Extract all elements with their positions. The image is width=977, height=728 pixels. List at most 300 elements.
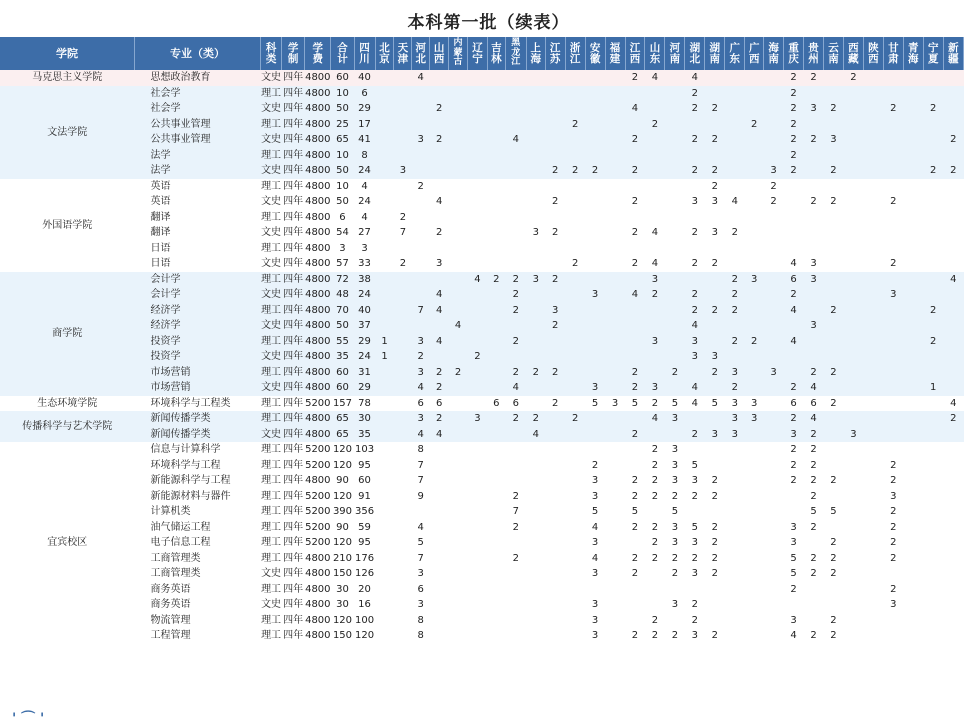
value-cell: 四年 [282, 380, 305, 396]
value-cell [764, 520, 784, 536]
value-cell: 2 [804, 70, 824, 86]
value-cell: 5 [784, 566, 804, 582]
value-cell [449, 380, 468, 396]
value-cell [863, 380, 883, 396]
value-cell [585, 582, 605, 598]
value-cell [764, 458, 784, 474]
value-cell: 四年 [282, 458, 305, 474]
value-cell [545, 334, 565, 350]
major-cell: 投资学 [134, 334, 260, 350]
value-cell [394, 272, 412, 288]
value-cell: 7 [412, 458, 430, 474]
value-cell: 理工 [261, 117, 282, 133]
value-cell [745, 194, 764, 210]
major-cell: 翻译 [134, 210, 260, 226]
value-cell [883, 349, 903, 365]
value-cell: 5200 [305, 535, 331, 551]
value-cell [863, 86, 883, 102]
value-cell [883, 225, 903, 241]
value-cell [545, 520, 565, 536]
value-cell [923, 520, 943, 536]
value-cell: 65 [331, 427, 354, 443]
value-cell: 四年 [282, 582, 305, 598]
value-cell [585, 427, 605, 443]
value-cell: 5 [784, 551, 804, 567]
value-cell [863, 225, 883, 241]
value-cell: 2 [585, 458, 605, 474]
value-cell: 2 [685, 163, 705, 179]
value-cell: 4800 [305, 427, 331, 443]
value-cell [565, 520, 585, 536]
value-cell [545, 349, 565, 365]
value-cell: 7 [412, 303, 430, 319]
value-cell [745, 613, 764, 629]
admission-plan-table [0, 37, 964, 644]
value-cell [467, 318, 487, 334]
value-cell [526, 520, 545, 536]
value-cell: 四年 [282, 225, 305, 241]
value-cell [625, 318, 645, 334]
value-cell: 3 [585, 597, 605, 613]
value-cell: 2 [645, 489, 665, 505]
value-cell: 5 [824, 504, 844, 520]
value-cell [745, 504, 764, 520]
value-cell [605, 411, 625, 427]
value-cell [843, 256, 863, 272]
value-cell [824, 318, 844, 334]
header-0: 学院 [0, 37, 134, 70]
value-cell: 2 [725, 380, 745, 396]
value-cell [685, 442, 705, 458]
value-cell: 20 [354, 582, 375, 598]
value-cell [645, 163, 665, 179]
value-cell [375, 442, 394, 458]
value-cell [645, 148, 665, 164]
value-cell: 3 [685, 349, 705, 365]
value-cell [883, 318, 903, 334]
value-cell: 2 [784, 473, 804, 489]
value-cell [394, 334, 412, 350]
value-cell: 2 [430, 365, 449, 381]
value-cell [843, 473, 863, 489]
value-cell: 4800 [305, 163, 331, 179]
value-cell [375, 504, 394, 520]
major-cell: 社会学 [134, 101, 260, 117]
value-cell: 2 [705, 256, 725, 272]
value-cell: 2 [804, 520, 824, 536]
value-cell: 2 [645, 396, 665, 412]
value-cell [843, 163, 863, 179]
value-cell [903, 458, 923, 474]
value-cell: 2 [784, 380, 804, 396]
value-cell [923, 582, 943, 598]
value-cell [824, 256, 844, 272]
value-cell [665, 334, 685, 350]
value-cell: 3 [784, 535, 804, 551]
value-cell: 3 [685, 566, 705, 582]
value-cell [665, 287, 685, 303]
value-cell [605, 70, 625, 86]
value-cell [843, 194, 863, 210]
major-cell: 新闻传播学类 [134, 427, 260, 443]
value-cell [705, 86, 725, 102]
value-cell: 2 [804, 473, 824, 489]
value-cell [843, 365, 863, 381]
value-cell [725, 349, 745, 365]
value-cell [545, 86, 565, 102]
value-cell [505, 148, 526, 164]
value-cell [565, 473, 585, 489]
value-cell [449, 582, 468, 598]
value-cell [863, 365, 883, 381]
value-cell [725, 473, 745, 489]
value-cell [487, 303, 505, 319]
value-cell [824, 86, 844, 102]
value-cell [804, 179, 824, 195]
value-cell: 2 [685, 427, 705, 443]
value-cell [764, 551, 784, 567]
value-cell: 2 [824, 396, 844, 412]
value-cell [605, 380, 625, 396]
value-cell [863, 427, 883, 443]
value-cell [863, 334, 883, 350]
value-cell [843, 179, 863, 195]
value-cell: 2 [804, 442, 824, 458]
value-cell [843, 628, 863, 644]
value-cell [883, 272, 903, 288]
value-cell: 3 [784, 427, 804, 443]
value-cell [843, 551, 863, 567]
value-cell: 四年 [282, 70, 305, 86]
value-cell [883, 132, 903, 148]
value-cell [705, 613, 725, 629]
value-cell: 6 [804, 396, 824, 412]
value-cell [923, 287, 943, 303]
value-cell [705, 334, 725, 350]
value-cell [449, 566, 468, 582]
value-cell [923, 442, 943, 458]
value-cell [605, 303, 625, 319]
value-cell [625, 349, 645, 365]
value-cell [605, 349, 625, 365]
value-cell [505, 458, 526, 474]
value-cell: 120 [331, 458, 354, 474]
value-cell [685, 179, 705, 195]
value-cell: 2 [449, 365, 468, 381]
header-26: 广 西 [745, 37, 764, 70]
value-cell: 5 [412, 535, 430, 551]
value-cell [430, 535, 449, 551]
value-cell [745, 365, 764, 381]
value-cell [943, 225, 963, 241]
value-cell: 2 [725, 272, 745, 288]
value-cell [824, 287, 844, 303]
value-cell: 29 [354, 101, 375, 117]
value-cell [487, 442, 505, 458]
value-cell [745, 489, 764, 505]
value-cell [863, 132, 883, 148]
value-cell: 150 [331, 628, 354, 644]
value-cell: 3 [585, 473, 605, 489]
value-cell [545, 101, 565, 117]
value-cell [745, 349, 764, 365]
value-cell: 2 [430, 225, 449, 241]
value-cell: 3 [585, 613, 605, 629]
value-cell [375, 613, 394, 629]
value-cell [526, 504, 545, 520]
value-cell [665, 380, 685, 396]
value-cell: 四年 [282, 411, 305, 427]
table-row [0, 86, 964, 102]
value-cell: 2 [645, 551, 665, 567]
value-cell: 四年 [282, 489, 305, 505]
value-cell: 4800 [305, 303, 331, 319]
value-cell [605, 163, 625, 179]
value-cell [375, 179, 394, 195]
value-cell [745, 442, 764, 458]
value-cell [725, 504, 745, 520]
value-cell: 3 [645, 272, 665, 288]
value-cell [412, 163, 430, 179]
value-cell [843, 101, 863, 117]
value-cell: 2 [685, 303, 705, 319]
value-cell: 2 [645, 473, 665, 489]
value-cell: 2 [505, 303, 526, 319]
value-cell: 176 [354, 551, 375, 567]
value-cell: 8 [412, 442, 430, 458]
value-cell [585, 272, 605, 288]
major-cell: 信息与计算科学 [134, 442, 260, 458]
value-cell: 2 [505, 411, 526, 427]
value-cell [449, 411, 468, 427]
value-cell: 157 [331, 396, 354, 412]
value-cell: 30 [354, 411, 375, 427]
major-cell: 公共事业管理 [134, 132, 260, 148]
value-cell [605, 582, 625, 598]
value-cell: 2 [685, 256, 705, 272]
major-cell: 市场营销 [134, 380, 260, 396]
major-cell: 商务英语 [134, 597, 260, 613]
value-cell [883, 396, 903, 412]
value-cell [467, 194, 487, 210]
value-cell: 4800 [305, 132, 331, 148]
value-cell [505, 535, 526, 551]
value-cell [565, 86, 585, 102]
value-cell [585, 241, 605, 257]
value-cell [725, 241, 745, 257]
value-cell: 5 [585, 396, 605, 412]
value-cell [545, 597, 565, 613]
value-cell [645, 582, 665, 598]
table-row [0, 256, 964, 272]
value-cell [545, 458, 565, 474]
value-cell [605, 334, 625, 350]
value-cell: 4 [430, 287, 449, 303]
table-row [0, 272, 964, 288]
value-cell [505, 194, 526, 210]
major-cell: 经济学 [134, 318, 260, 334]
value-cell [526, 287, 545, 303]
value-cell: 四年 [282, 117, 305, 133]
value-cell [375, 473, 394, 489]
value-cell: 2 [645, 287, 665, 303]
value-cell [923, 458, 943, 474]
value-cell [764, 132, 784, 148]
value-cell [764, 504, 784, 520]
value-cell [725, 551, 745, 567]
value-cell [863, 163, 883, 179]
value-cell [903, 396, 923, 412]
value-cell [585, 117, 605, 133]
value-cell [804, 86, 824, 102]
value-cell [645, 210, 665, 226]
value-cell: 2 [505, 287, 526, 303]
value-cell [585, 179, 605, 195]
value-cell [505, 179, 526, 195]
value-cell: 2 [705, 163, 725, 179]
page-title: 本科第一批（续表） [407, 13, 570, 33]
value-cell: 38 [354, 272, 375, 288]
value-cell [565, 613, 585, 629]
value-cell [745, 256, 764, 272]
value-cell [375, 520, 394, 536]
value-cell [764, 442, 784, 458]
value-cell [467, 132, 487, 148]
value-cell [449, 504, 468, 520]
value-cell [903, 303, 923, 319]
value-cell: 4 [585, 520, 605, 536]
value-cell [665, 582, 685, 598]
table-row [0, 194, 964, 210]
value-cell: 3 [804, 272, 824, 288]
value-cell [545, 411, 565, 427]
major-cell: 社会学 [134, 86, 260, 102]
value-cell [843, 318, 863, 334]
value-cell [430, 318, 449, 334]
value-cell: 理工 [261, 473, 282, 489]
value-cell: 2 [412, 349, 430, 365]
value-cell: 5200 [305, 442, 331, 458]
value-cell [605, 427, 625, 443]
value-cell [526, 70, 545, 86]
value-cell [467, 551, 487, 567]
value-cell [585, 442, 605, 458]
header-27: 海 南 [764, 37, 784, 70]
value-cell [449, 70, 468, 86]
value-cell [764, 241, 784, 257]
value-cell: 3 [467, 411, 487, 427]
value-cell: 3 [705, 349, 725, 365]
value-cell [375, 225, 394, 241]
value-cell [430, 272, 449, 288]
value-cell: 2 [745, 334, 764, 350]
value-cell [943, 70, 963, 86]
header-11: 内 蒙 古 [449, 37, 468, 70]
value-cell [565, 349, 585, 365]
value-cell: 4 [685, 380, 705, 396]
value-cell [863, 210, 883, 226]
value-cell [665, 101, 685, 117]
value-cell: 文史 [261, 256, 282, 272]
value-cell [487, 241, 505, 257]
value-cell [745, 520, 764, 536]
value-cell [843, 458, 863, 474]
value-cell: 2 [943, 163, 963, 179]
value-cell [375, 489, 394, 505]
value-cell: 2 [804, 365, 824, 381]
value-cell: 理工 [261, 489, 282, 505]
value-cell [685, 411, 705, 427]
value-cell: 2 [430, 101, 449, 117]
value-cell [863, 442, 883, 458]
value-cell [394, 396, 412, 412]
major-cell: 计算机类 [134, 504, 260, 520]
value-cell: 2 [824, 628, 844, 644]
value-cell [526, 458, 545, 474]
value-cell: 4800 [305, 318, 331, 334]
value-cell [665, 179, 685, 195]
value-cell: 4800 [305, 210, 331, 226]
value-cell [665, 241, 685, 257]
value-cell [605, 442, 625, 458]
table-row [0, 70, 964, 86]
value-cell [863, 411, 883, 427]
value-cell: 2 [923, 303, 943, 319]
value-cell [526, 613, 545, 629]
value-cell: 2 [625, 473, 645, 489]
value-cell [943, 117, 963, 133]
value-cell: 2 [665, 551, 685, 567]
major-cell: 环境科学与工程类 [134, 396, 260, 412]
value-cell [903, 194, 923, 210]
value-cell [745, 86, 764, 102]
value-cell [505, 241, 526, 257]
value-cell [665, 349, 685, 365]
value-cell: 2 [764, 194, 784, 210]
value-cell [375, 86, 394, 102]
value-cell [412, 318, 430, 334]
value-cell [883, 566, 903, 582]
value-cell [863, 287, 883, 303]
value-cell: 10 [331, 86, 354, 102]
value-cell: 356 [354, 504, 375, 520]
value-cell [764, 535, 784, 551]
value-cell: 50 [331, 318, 354, 334]
value-cell [487, 535, 505, 551]
value-cell: 四年 [282, 194, 305, 210]
value-cell: 2 [784, 442, 804, 458]
value-cell [625, 597, 645, 613]
value-cell [430, 473, 449, 489]
value-cell: 2 [545, 318, 565, 334]
value-cell [605, 551, 625, 567]
value-cell: 3 [605, 396, 625, 412]
value-cell [430, 489, 449, 505]
value-cell [565, 318, 585, 334]
value-cell [923, 210, 943, 226]
value-cell [725, 628, 745, 644]
value-cell: 2 [824, 551, 844, 567]
value-cell [585, 334, 605, 350]
value-cell [412, 86, 430, 102]
value-cell [725, 597, 745, 613]
value-cell [863, 535, 883, 551]
value-cell [745, 241, 764, 257]
value-cell: 理工 [261, 272, 282, 288]
value-cell: 4 [430, 334, 449, 350]
value-cell [394, 489, 412, 505]
value-cell: 四年 [282, 396, 305, 412]
